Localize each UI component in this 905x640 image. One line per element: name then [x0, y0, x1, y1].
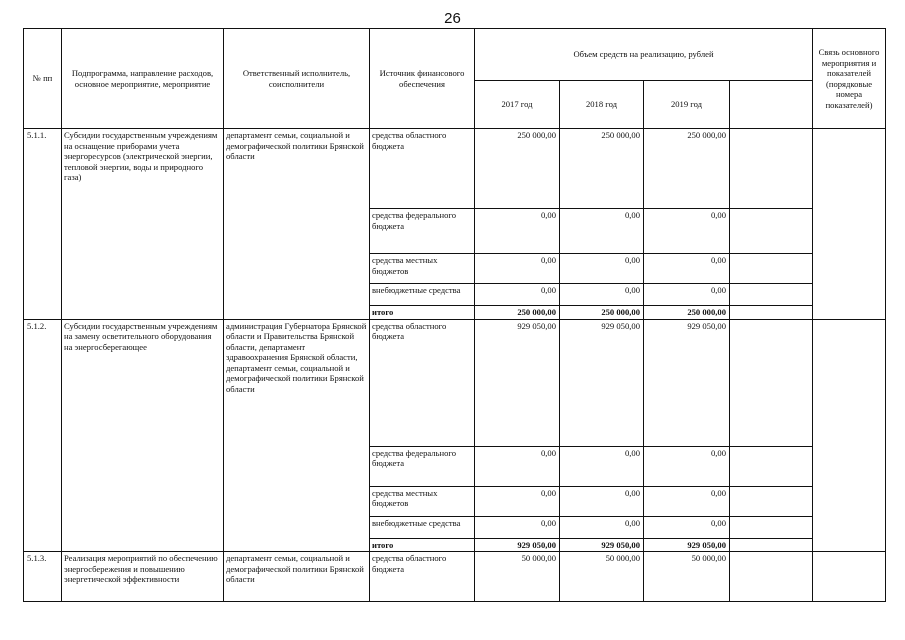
- value-2018: 0,00: [560, 209, 644, 254]
- table-row: [24, 319, 886, 446]
- value-2018: 250 000,00: [560, 129, 644, 209]
- value-extra: [730, 446, 813, 486]
- value-2019: 0,00: [644, 254, 730, 284]
- row-index: 5.1.1.: [24, 129, 62, 320]
- row-program: Субсидии государственным учреждениям на замену осветительного оборудования на энергосберегающее: [62, 319, 224, 552]
- value-2017: 929 050,00: [475, 538, 560, 552]
- value-2017: 929 050,00: [475, 319, 560, 446]
- value-2019: 250 000,00: [644, 129, 730, 209]
- value-extra: [730, 209, 813, 254]
- value-2019: 929 050,00: [644, 319, 730, 446]
- source-name: итого: [370, 538, 475, 552]
- source-name: внебюджетные средства: [370, 284, 475, 306]
- value-extra: [730, 552, 813, 602]
- row-executor: департамент семьи, социальной и демографической политики Брянской области: [224, 129, 370, 320]
- value-2019: 250 000,00: [644, 306, 730, 320]
- value-2019: 0,00: [644, 446, 730, 486]
- page-number: 26: [444, 10, 461, 27]
- value-2017: 0,00: [475, 284, 560, 306]
- value-2018: 929 050,00: [560, 538, 644, 552]
- value-extra: [730, 538, 813, 552]
- value-extra: [730, 306, 813, 320]
- header-source: Источник финансового обеспечения: [370, 29, 475, 129]
- value-2017: 50 000,00: [475, 552, 560, 602]
- value-extra: [730, 319, 813, 446]
- row-link: [813, 552, 886, 602]
- value-2019: 0,00: [644, 209, 730, 254]
- table-row: [24, 129, 886, 209]
- table-row: [24, 552, 886, 602]
- source-name: средства федерального бюджета: [370, 209, 475, 254]
- header-year-2017: 2017 год: [475, 81, 560, 129]
- table-body: [24, 129, 886, 602]
- value-extra: [730, 516, 813, 538]
- value-2017: 250 000,00: [475, 129, 560, 209]
- header-link: Связь основного мероприятия и показателей (порядковые номера показателей): [813, 29, 886, 129]
- value-extra: [730, 486, 813, 516]
- value-2017: 0,00: [475, 446, 560, 486]
- row-link: [813, 129, 886, 320]
- header-volume: Объем средств на реализацию, рублей: [475, 29, 813, 81]
- value-2017: 0,00: [475, 486, 560, 516]
- header-year-2018: 2018 год: [560, 81, 644, 129]
- value-2019: 0,00: [644, 516, 730, 538]
- value-2017: 0,00: [475, 209, 560, 254]
- value-2018: 0,00: [560, 254, 644, 284]
- value-extra: [730, 284, 813, 306]
- header-year-2019: 2019 год: [644, 81, 730, 129]
- header-program: Подпрограмма, направление расходов, основное мероприятие, мероприятие: [62, 29, 224, 129]
- value-extra: [730, 254, 813, 284]
- value-2019: 0,00: [644, 284, 730, 306]
- row-index: 5.1.2.: [24, 319, 62, 552]
- source-name: средства федерального бюджета: [370, 446, 475, 486]
- row-index: 5.1.3.: [24, 552, 62, 602]
- row-link: [813, 319, 886, 552]
- row-executor: департамент семьи, социальной и демографической политики Брянской области: [224, 552, 370, 602]
- value-2018: 50 000,00: [560, 552, 644, 602]
- budget-table: [23, 28, 886, 602]
- source-name: внебюджетные средства: [370, 516, 475, 538]
- source-name: средства областного бюджета: [370, 129, 475, 209]
- value-extra: [730, 129, 813, 209]
- value-2018: 0,00: [560, 486, 644, 516]
- value-2018: 0,00: [560, 446, 644, 486]
- value-2018: 0,00: [560, 284, 644, 306]
- source-name: средства местных бюджетов: [370, 254, 475, 284]
- header-executor: Ответственный исполнитель, соисполнители: [224, 29, 370, 129]
- value-2017: 0,00: [475, 516, 560, 538]
- table-header: [24, 29, 886, 129]
- source-name: итого: [370, 306, 475, 320]
- row-executor: администрация Губернатора Брянской области и Правительства Брянской области, департамент здравоохранения Брянской области, департамент семьи, социальной и демографической политики Брянской области: [224, 319, 370, 552]
- value-2017: 0,00: [475, 254, 560, 284]
- header-num: № пп: [24, 29, 62, 129]
- row-program: Субсидии государственным учреждениям на оснащение приборами учета энергоресурсов (электрической энергии, тепловой энергии, воды и природного газа): [62, 129, 224, 320]
- value-2018: 0,00: [560, 516, 644, 538]
- value-2017: 250 000,00: [475, 306, 560, 320]
- value-2019: 929 050,00: [644, 538, 730, 552]
- source-name: средства областного бюджета: [370, 319, 475, 446]
- header-year-blank: [730, 81, 813, 129]
- value-2019: 50 000,00: [644, 552, 730, 602]
- value-2018: 250 000,00: [560, 306, 644, 320]
- value-2019: 0,00: [644, 486, 730, 516]
- source-name: средства областного бюджета: [370, 552, 475, 602]
- row-program: Реализация мероприятий по обеспечению энергосбережения и повышению энергетической эффективности: [62, 552, 224, 602]
- value-2018: 929 050,00: [560, 319, 644, 446]
- source-name: средства местных бюджетов: [370, 486, 475, 516]
